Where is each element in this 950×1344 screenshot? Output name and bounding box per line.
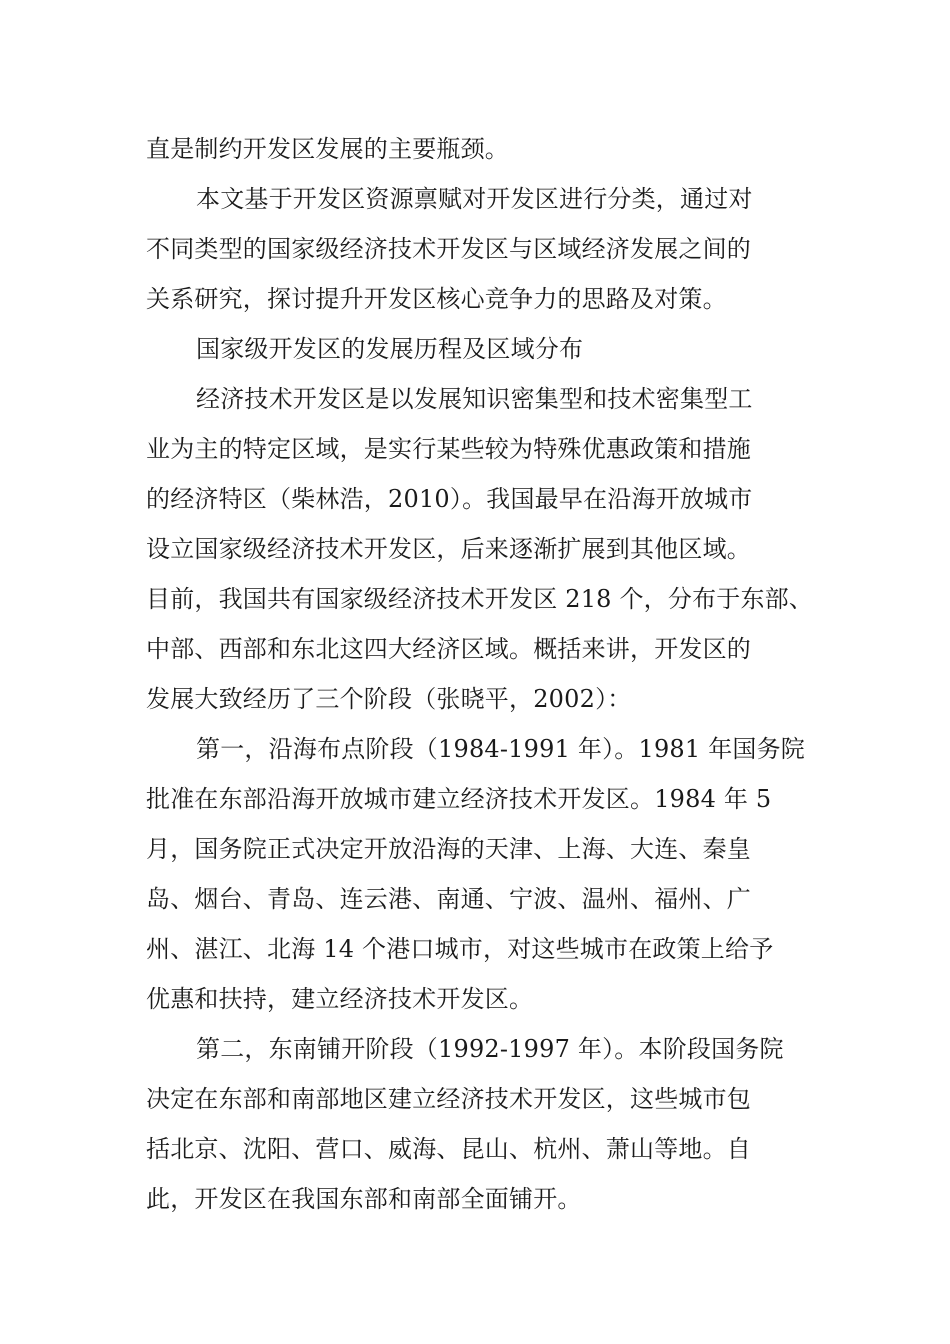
- text-line-4: 关系研究，探讨提升开发区核心竞争力的思路及对策。: [146, 285, 727, 313]
- text-line-10: 目前，我国共有国家级经济技术开发区 218 个，分布于东部、: [146, 585, 814, 613]
- text-line-11: 中部、西部和东北这四大经济区域。概括来讲，开发区的: [146, 635, 751, 663]
- section-heading: 国家级开发区的发展历程及区域分布: [196, 335, 584, 363]
- text-line-21: 括北京、沈阳、营口、威海、昆山、杭州、萧山等地。自: [146, 1135, 751, 1163]
- text-line-17: 州、湛江、北海 14 个港口城市，对这些城市在政策上给予: [146, 935, 774, 963]
- text-line-19: 第二，东南铺开阶段（1992-1997 年）。本阶段国务院: [196, 1035, 784, 1063]
- text-line-13: 第一，沿海布点阶段（1984-1991 年）。1981 年国务院: [196, 735, 806, 763]
- text-line-16: 岛、烟台、青岛、连云港、南通、宁波、温州、福州、广: [146, 885, 751, 913]
- text-line-8: 的经济特区（柴林浩，2010）。我国最早在沿海开放城市: [146, 485, 753, 513]
- text-line-1: 直是制约开发区发展的主要瓶颈。: [146, 135, 509, 163]
- text-line-2: 本文基于开发区资源禀赋对开发区进行分类，通过对: [196, 185, 753, 213]
- text-line-14: 批准在东部沿海开放城市建立经济技术开发区。1984 年 5: [146, 785, 772, 813]
- text-line-12: 发展大致经历了三个阶段（张晓平，2002）：: [146, 685, 632, 713]
- text-line-6: 经济技术开发区是以发展知识密集型和技术密集型工: [196, 385, 753, 413]
- text-line-15: 月，国务院正式决定开放沿海的天津、上海、大连、秦皇: [146, 835, 751, 863]
- text-line-18: 优惠和扶持，建立经济技术开发区。: [146, 985, 534, 1013]
- text-line-7: 业为主的特定区域，是实行某些较为特殊优惠政策和措施: [146, 435, 751, 463]
- text-line-9: 设立国家级经济技术开发区，后来逐渐扩展到其他区域。: [146, 535, 751, 563]
- text-line-22: 此，开发区在我国东部和南部全面铺开。: [146, 1185, 582, 1213]
- text-line-3: 不同类型的国家级经济技术开发区与区域经济发展之间的: [146, 235, 751, 263]
- text-line-20: 决定在东部和南部地区建立经济技术开发区，这些城市包: [146, 1085, 751, 1113]
